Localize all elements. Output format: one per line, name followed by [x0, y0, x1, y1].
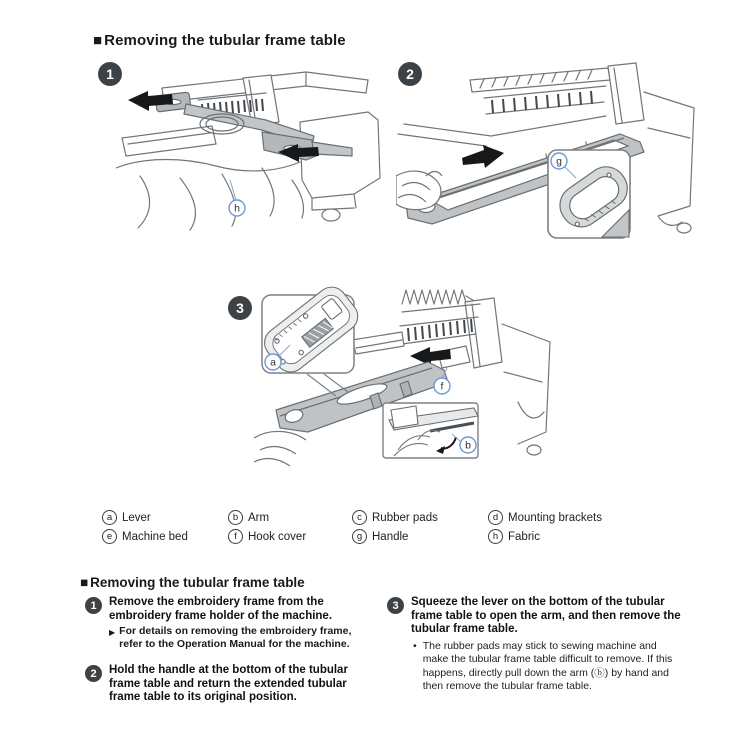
step-3-text: Squeeze the lever on the bottom of the tubular frame table to open the arm, and then remove the tubular frame table. [411, 596, 681, 635]
needle-row [408, 319, 472, 341]
circled-letter-g: g [352, 529, 367, 544]
legend-item-rubber-pads [352, 510, 488, 525]
step-1-note-text: For details on removing the embroidery frame, refer to the Operation Manual for the machine. [119, 625, 352, 650]
machine-body-right [502, 324, 550, 444]
legend-item-fabric [488, 529, 602, 544]
step-1-text: Remove the embroidery frame from the embroidery frame holder of the machine. [109, 596, 333, 622]
thread-spring [402, 290, 466, 304]
machine-body-right [644, 92, 694, 216]
legend-item-mounting-brackets [488, 510, 602, 525]
legend-label: Fabric [508, 530, 540, 543]
step-3 [387, 596, 689, 694]
circled-letter-f: f [228, 529, 243, 544]
instructions-right-column [387, 596, 689, 694]
section-title [80, 575, 305, 590]
label-f: f [440, 380, 444, 393]
step-2-text: Hold the handle at the bottom of the tubular frame table and return the extended tubular frame table to its original position. [109, 664, 348, 703]
legend-label: Hook cover [248, 530, 307, 543]
square-bullet-icon: ■ [93, 32, 103, 49]
push-in-arrow [462, 145, 504, 168]
step-2 [85, 664, 387, 705]
legend-label: Lever [122, 511, 151, 524]
page-title-text: Removing the tubular frame table [104, 32, 346, 49]
label-b: b [465, 439, 471, 452]
label-a: a [270, 356, 276, 369]
machine-foot [527, 445, 541, 455]
circled-letter-h: h [488, 529, 503, 544]
circled-letter-e: e [102, 529, 117, 544]
figure-2-illustration [396, 58, 702, 244]
step-2-number-badge: 2 [85, 665, 102, 682]
circled-letter-c: c [352, 510, 367, 525]
legend-item-lever [102, 510, 228, 525]
machine-bed-left [122, 126, 216, 156]
section-title-text: Removing the tubular frame table [90, 575, 305, 590]
dot-bullet-icon: • [413, 639, 417, 652]
figure-3-illustration [252, 282, 556, 478]
legend-item-machine-bed [102, 529, 228, 544]
fabric-drape [116, 160, 304, 231]
step-1 [85, 596, 387, 651]
handle-inset [548, 150, 635, 238]
legend-item-hook-cover [228, 529, 352, 544]
step-1-number-badge: 1 [85, 597, 102, 614]
figure-3-number-badge: 3 [228, 296, 252, 320]
label-g: g [556, 155, 562, 168]
hand [396, 171, 442, 210]
legend-label: Arm [248, 511, 270, 524]
triangle-bullet-icon: ▶ [109, 628, 116, 637]
hatch-marks [480, 70, 592, 88]
machine-foot [322, 209, 340, 221]
hand [254, 431, 306, 466]
legend-label: Handle [372, 530, 409, 543]
step-3-bullet [411, 640, 675, 694]
legend-item-handle [352, 529, 488, 544]
arm-inset [383, 403, 478, 458]
legend-label: Mounting brackets [508, 511, 602, 524]
parts-legend [102, 510, 602, 544]
machine-head-outline [465, 298, 502, 368]
machine-foot [677, 223, 691, 233]
legend-label: Machine bed [122, 530, 188, 543]
lever-inset [259, 282, 364, 396]
figure-2-number-badge: 2 [398, 62, 422, 86]
needle-row [492, 91, 592, 113]
machine-head-outline [608, 63, 644, 124]
figure-1-number-badge: 1 [98, 62, 122, 86]
legend-item-arm [228, 510, 352, 525]
page-title [93, 32, 346, 49]
instructions-left-column [85, 596, 387, 705]
label-h: h [234, 202, 240, 215]
square-bullet-icon: ■ [80, 575, 89, 590]
step-3-bullet-text: The rubber pads may stick to sewing machine and make the tubular frame table difficult to remove. If this happens, directly pull down the arm (ⓑ) by hand and then remove the tubular frame table. [422, 639, 673, 692]
step-1-note [109, 625, 371, 651]
figure-1-illustration [116, 60, 390, 232]
legend-label: Rubber pads [372, 511, 438, 524]
circled-letter-b: b [228, 510, 243, 525]
circled-letter-d: d [488, 510, 503, 525]
circled-letter-a: a [102, 510, 117, 525]
step-3-number-badge: 3 [387, 597, 404, 614]
